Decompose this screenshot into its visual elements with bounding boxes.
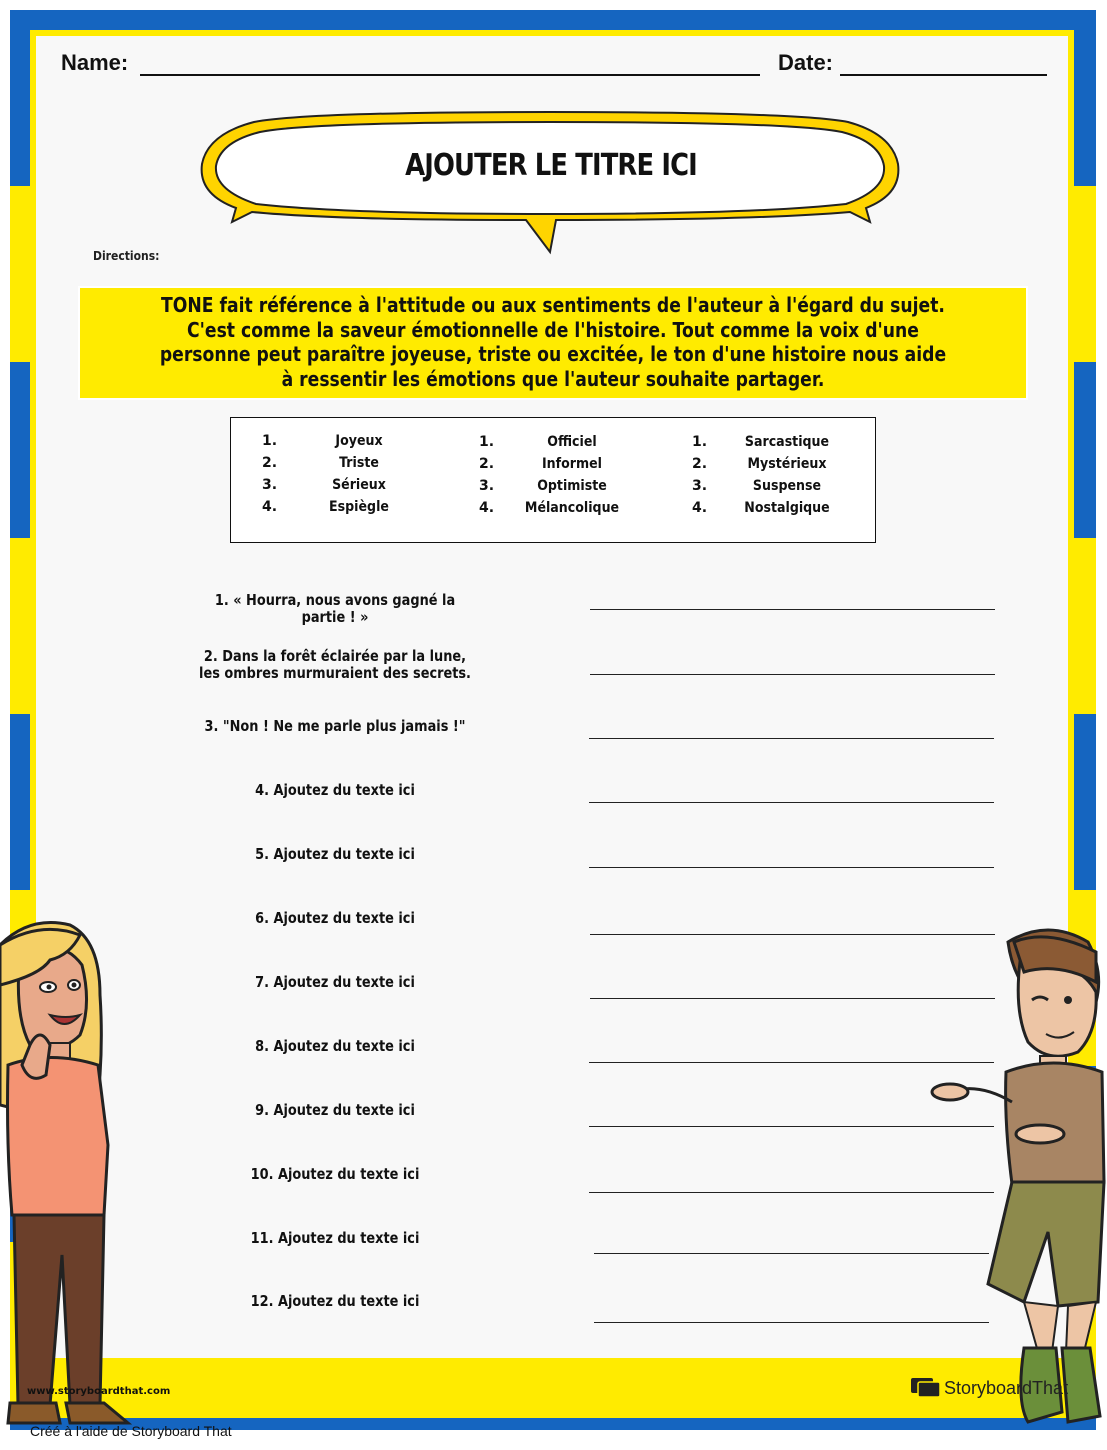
page-title: AJOUTER LE TITRE ICI xyxy=(405,148,697,183)
answer-line-5[interactable] xyxy=(589,867,994,868)
list-item: 1. Officiel xyxy=(479,434,597,450)
question-7: 7. Ajoutez du texte ici xyxy=(255,973,415,991)
footer-brand: StoryboardThat xyxy=(944,1378,1069,1398)
question-1: 1. « Hourra, nous avons gagné la partie ! » xyxy=(214,591,456,626)
footer-credit: Créé à l'aide de Storyboard That xyxy=(30,1423,232,1439)
speech-bubble-icon xyxy=(196,110,906,256)
question-8: 8. Ajoutez du texte ici xyxy=(255,1037,415,1055)
list-item: 1. Joyeux xyxy=(262,433,383,449)
question-2: 2. Dans la forêt éclairée par la lune, les ombres murmuraient des secrets. xyxy=(199,647,471,682)
question-12: 12. Ajoutez du texte ici xyxy=(250,1292,420,1310)
definition-text: TONE fait référence à l'attitude ou aux sentiments de l'auteur à l'égard du sujet. C'est comme la saveur émotionnelle de l'histoire. Tout comme la voix d'une personne peut paraître joyeuse, triste ou excitée, le ton d'une histoire nous aide à ressentir les émotions que l'auteur souhaite partager. xyxy=(159,293,947,391)
list-item: 1. Sarcastique xyxy=(692,434,830,450)
directions-label: Directions: xyxy=(93,249,160,263)
word-bank-column-3 xyxy=(692,431,872,519)
list-item: 2. Mystérieux xyxy=(692,456,827,472)
list-item: 2. Triste xyxy=(262,455,379,471)
list-item: 4. Espiègle xyxy=(262,499,389,515)
question-6: 6. Ajoutez du texte ici xyxy=(255,909,415,927)
question-10: 10. Ajoutez du texte ici xyxy=(250,1165,420,1183)
answer-line-2[interactable] xyxy=(590,674,995,675)
date-label: Date: xyxy=(778,50,834,75)
boy-character-icon xyxy=(928,922,1107,1432)
list-item: 4. Mélancolique xyxy=(479,500,620,516)
storyboardthat-logo-icon xyxy=(910,1376,942,1400)
footer-url[interactable]: www.storyboardthat.com xyxy=(27,1386,171,1397)
answer-line-3[interactable] xyxy=(589,738,994,739)
answer-line-4[interactable] xyxy=(589,802,994,803)
list-item: 2. Informel xyxy=(479,456,602,472)
date-line[interactable] xyxy=(840,74,1047,76)
question-5: 5. Ajoutez du texte ici xyxy=(255,845,415,863)
question-3: 3. "Non ! Ne me parle plus jamais !" xyxy=(204,717,466,735)
list-item: 3. Sérieux xyxy=(262,477,386,493)
answer-line-1[interactable] xyxy=(590,609,995,610)
question-4: 4. Ajoutez du texte ici xyxy=(255,781,415,799)
list-item: 3. Suspense xyxy=(692,478,822,494)
girl-character-icon xyxy=(0,915,135,1435)
word-bank-column-1 xyxy=(262,430,442,518)
list-item: 4. Nostalgique xyxy=(692,500,830,516)
question-11: 11. Ajoutez du texte ici xyxy=(250,1229,420,1247)
name-line[interactable] xyxy=(140,74,760,76)
name-label: Name: xyxy=(61,50,129,75)
list-item: 3. Optimiste xyxy=(479,478,607,494)
question-9: 9. Ajoutez du texte ici xyxy=(255,1101,415,1119)
word-bank-column-2 xyxy=(479,431,659,519)
